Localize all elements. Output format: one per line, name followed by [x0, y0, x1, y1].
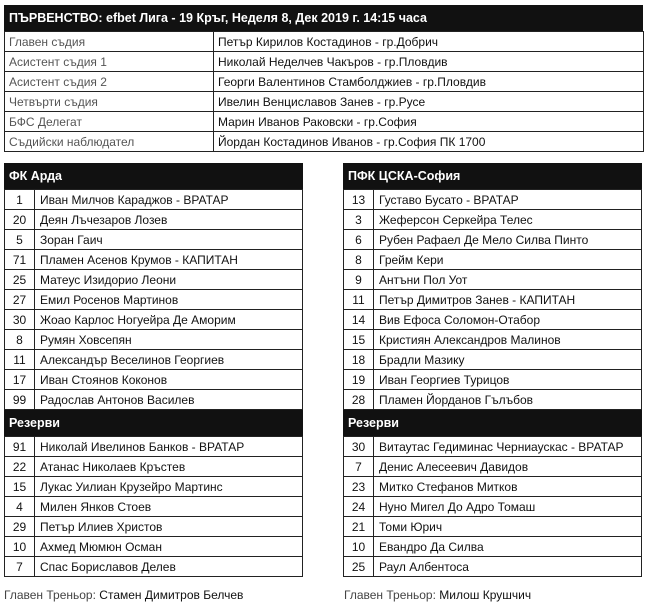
player-number: 18 [344, 350, 374, 370]
player-number: 30 [344, 437, 374, 457]
player-row [344, 350, 642, 370]
player-name: Раул Албентоса [374, 557, 642, 577]
player-row [5, 350, 303, 370]
player-number: 4 [5, 497, 35, 517]
official-role: Главен съдия [5, 32, 214, 52]
player-row [5, 210, 303, 230]
player-name: Денис Алесеевич Давидов [374, 457, 642, 477]
player-row [5, 250, 303, 270]
player-number: 13 [344, 190, 374, 210]
player-row [5, 457, 303, 477]
player-name: Брадли Мазику [374, 350, 642, 370]
player-name: Ахмед Мюмюн Осман [35, 537, 303, 557]
official-person: Петър Кирилов Костадинов - гр.Добрич [214, 32, 644, 52]
player-number: 8 [5, 330, 35, 350]
player-number: 25 [5, 270, 35, 290]
player-name: Зоран Гаич [35, 230, 303, 250]
player-row [5, 557, 303, 577]
player-row [344, 370, 642, 390]
player-row [344, 230, 642, 250]
player-row [5, 437, 303, 457]
player-name: Вив Ефоса Соломон-Отабор [374, 310, 642, 330]
player-name: Нуно Мигел До Адро Томаш [374, 497, 642, 517]
player-number: 24 [344, 497, 374, 517]
player-name: Иван Стоянов Коконов [35, 370, 303, 390]
player-number: 8 [344, 250, 374, 270]
away-starters-table [343, 189, 642, 410]
player-number: 19 [344, 370, 374, 390]
player-name: Милен Янков Стоев [35, 497, 303, 517]
player-number: 91 [5, 437, 35, 457]
player-name: Рубен Рафаел Де Мело Силва Пинто [374, 230, 642, 250]
player-row [344, 390, 642, 410]
official-role: Асистент съдия 1 [5, 52, 214, 72]
player-row [344, 290, 642, 310]
player-name: Пламен Асенов Крумов - КАПИТАН [35, 250, 303, 270]
home-subs-table [4, 436, 303, 577]
player-name: Спас Бориславов Делев [35, 557, 303, 577]
player-number: 6 [344, 230, 374, 250]
player-name: Томи Юрич [374, 517, 642, 537]
player-name: Антъни Пол Уот [374, 270, 642, 290]
player-number: 20 [5, 210, 35, 230]
away-coach-label: Главен Треньор: [344, 588, 436, 602]
player-number: 10 [344, 537, 374, 557]
player-number: 1 [5, 190, 35, 210]
official-role: Съдийски наблюдател [5, 132, 214, 152]
official-row [5, 132, 644, 152]
player-number: 11 [5, 350, 35, 370]
away-coach [344, 588, 531, 602]
away-coach-name: Милош Крушчич [439, 588, 532, 602]
player-name: Витаутас Гедиминас Черниаускас - ВРАТАР [374, 437, 642, 457]
player-name: Жеферсон Серкейра Телес [374, 210, 642, 230]
player-number: 71 [5, 250, 35, 270]
player-number: 99 [5, 390, 35, 410]
player-number: 9 [344, 270, 374, 290]
player-row [344, 477, 642, 497]
official-role: Асистент съдия 2 [5, 72, 214, 92]
player-number: 15 [5, 477, 35, 497]
player-name: Кристиян Александров Малинов [374, 330, 642, 350]
player-row [5, 390, 303, 410]
player-number: 7 [5, 557, 35, 577]
away-subs-header: Резерви [343, 410, 642, 436]
player-name: Пламен Йорданов Гълъбов [374, 390, 642, 410]
player-row [344, 437, 642, 457]
player-name: Александър Веселинов Георгиев [35, 350, 303, 370]
player-number: 21 [344, 517, 374, 537]
official-row [5, 72, 644, 92]
official-row [5, 32, 644, 52]
player-name: Иван Милчов Караджов - ВРАТАР [35, 190, 303, 210]
player-name: Евандро Да Силва [374, 537, 642, 557]
official-person: Ивелин Венциславов Занев - гр.Русе [214, 92, 644, 112]
player-name: Грейм Кери [374, 250, 642, 270]
official-role: Четвърти съдия [5, 92, 214, 112]
player-name: Николай Ивелинов Банков - ВРАТАР [35, 437, 303, 457]
player-name: Лукас Уилиан Крузейро Мартинс [35, 477, 303, 497]
home-coach [4, 588, 243, 602]
player-number: 10 [5, 537, 35, 557]
player-number: 25 [344, 557, 374, 577]
player-row [5, 537, 303, 557]
player-name: Петър Илиев Христов [35, 517, 303, 537]
player-row [344, 557, 642, 577]
official-role: БФС Делегат [5, 112, 214, 132]
player-row [5, 230, 303, 250]
player-name: Митко Стефанов Митков [374, 477, 642, 497]
player-row [344, 537, 642, 557]
player-row [5, 370, 303, 390]
official-row [5, 92, 644, 112]
player-row [5, 477, 303, 497]
player-row [344, 250, 642, 270]
official-person: Георги Валентинов Стамболджиев - гр.Пловдив [214, 72, 644, 92]
home-team-name: ФК Арда [4, 163, 303, 189]
player-name: Емил Росенов Мартинов [35, 290, 303, 310]
player-number: 27 [5, 290, 35, 310]
player-name: Деян Лъчезаров Лозев [35, 210, 303, 230]
player-number: 5 [5, 230, 35, 250]
player-row [344, 517, 642, 537]
official-person: Марин Иванов Раковски - гр.София [214, 112, 644, 132]
player-name: Иван Георгиев Турицов [374, 370, 642, 390]
home-coach-name: Стамен Димитров Белчев [99, 588, 244, 602]
player-number: 23 [344, 477, 374, 497]
player-row [5, 290, 303, 310]
home-subs-header: Резерви [4, 410, 303, 436]
player-row [5, 270, 303, 290]
player-number: 15 [344, 330, 374, 350]
home-starters-table [4, 189, 303, 410]
player-row [5, 517, 303, 537]
official-person: Йордан Костадинов Иванов - гр.София ПК 1700 [214, 132, 644, 152]
player-row [5, 330, 303, 350]
player-row [344, 310, 642, 330]
player-name: Петър Димитров Занев - КАПИТАН [374, 290, 642, 310]
home-team-lineup [4, 163, 303, 577]
player-name: Радослав Антонов Василев [35, 390, 303, 410]
player-row [344, 270, 642, 290]
away-subs-table [343, 436, 642, 577]
player-name: Румян Ховсепян [35, 330, 303, 350]
player-number: 28 [344, 390, 374, 410]
player-number: 29 [5, 517, 35, 537]
player-number: 14 [344, 310, 374, 330]
player-name: Матеус Изидорио Леони [35, 270, 303, 290]
player-row [344, 497, 642, 517]
player-number: 22 [5, 457, 35, 477]
away-team-lineup [343, 163, 642, 577]
player-name: Атанас Николаев Кръстев [35, 457, 303, 477]
official-row [5, 112, 644, 132]
player-row [5, 190, 303, 210]
match-title: ПЪРВЕНСТВО: efbet Лига - 19 Кръг, Неделя 8, Дек 2019 г. 14:15 часа [4, 5, 643, 31]
player-number: 30 [5, 310, 35, 330]
official-person: Николай Неделчев Чакъров - гр.Пловдив [214, 52, 644, 72]
player-row [344, 210, 642, 230]
player-row [344, 330, 642, 350]
player-row [5, 310, 303, 330]
player-number: 17 [5, 370, 35, 390]
player-row [344, 457, 642, 477]
player-number: 7 [344, 457, 374, 477]
home-coach-label: Главен Треньор: [4, 588, 96, 602]
player-name: Жоао Карлос Ногуейра Де Аморим [35, 310, 303, 330]
player-row [344, 190, 642, 210]
officials-table [4, 31, 644, 152]
away-team-name: ПФК ЦСКА-София [343, 163, 642, 189]
player-number: 11 [344, 290, 374, 310]
player-name: Густаво Бусато - ВРАТАР [374, 190, 642, 210]
official-row [5, 52, 644, 72]
player-number: 3 [344, 210, 374, 230]
player-row [5, 497, 303, 517]
